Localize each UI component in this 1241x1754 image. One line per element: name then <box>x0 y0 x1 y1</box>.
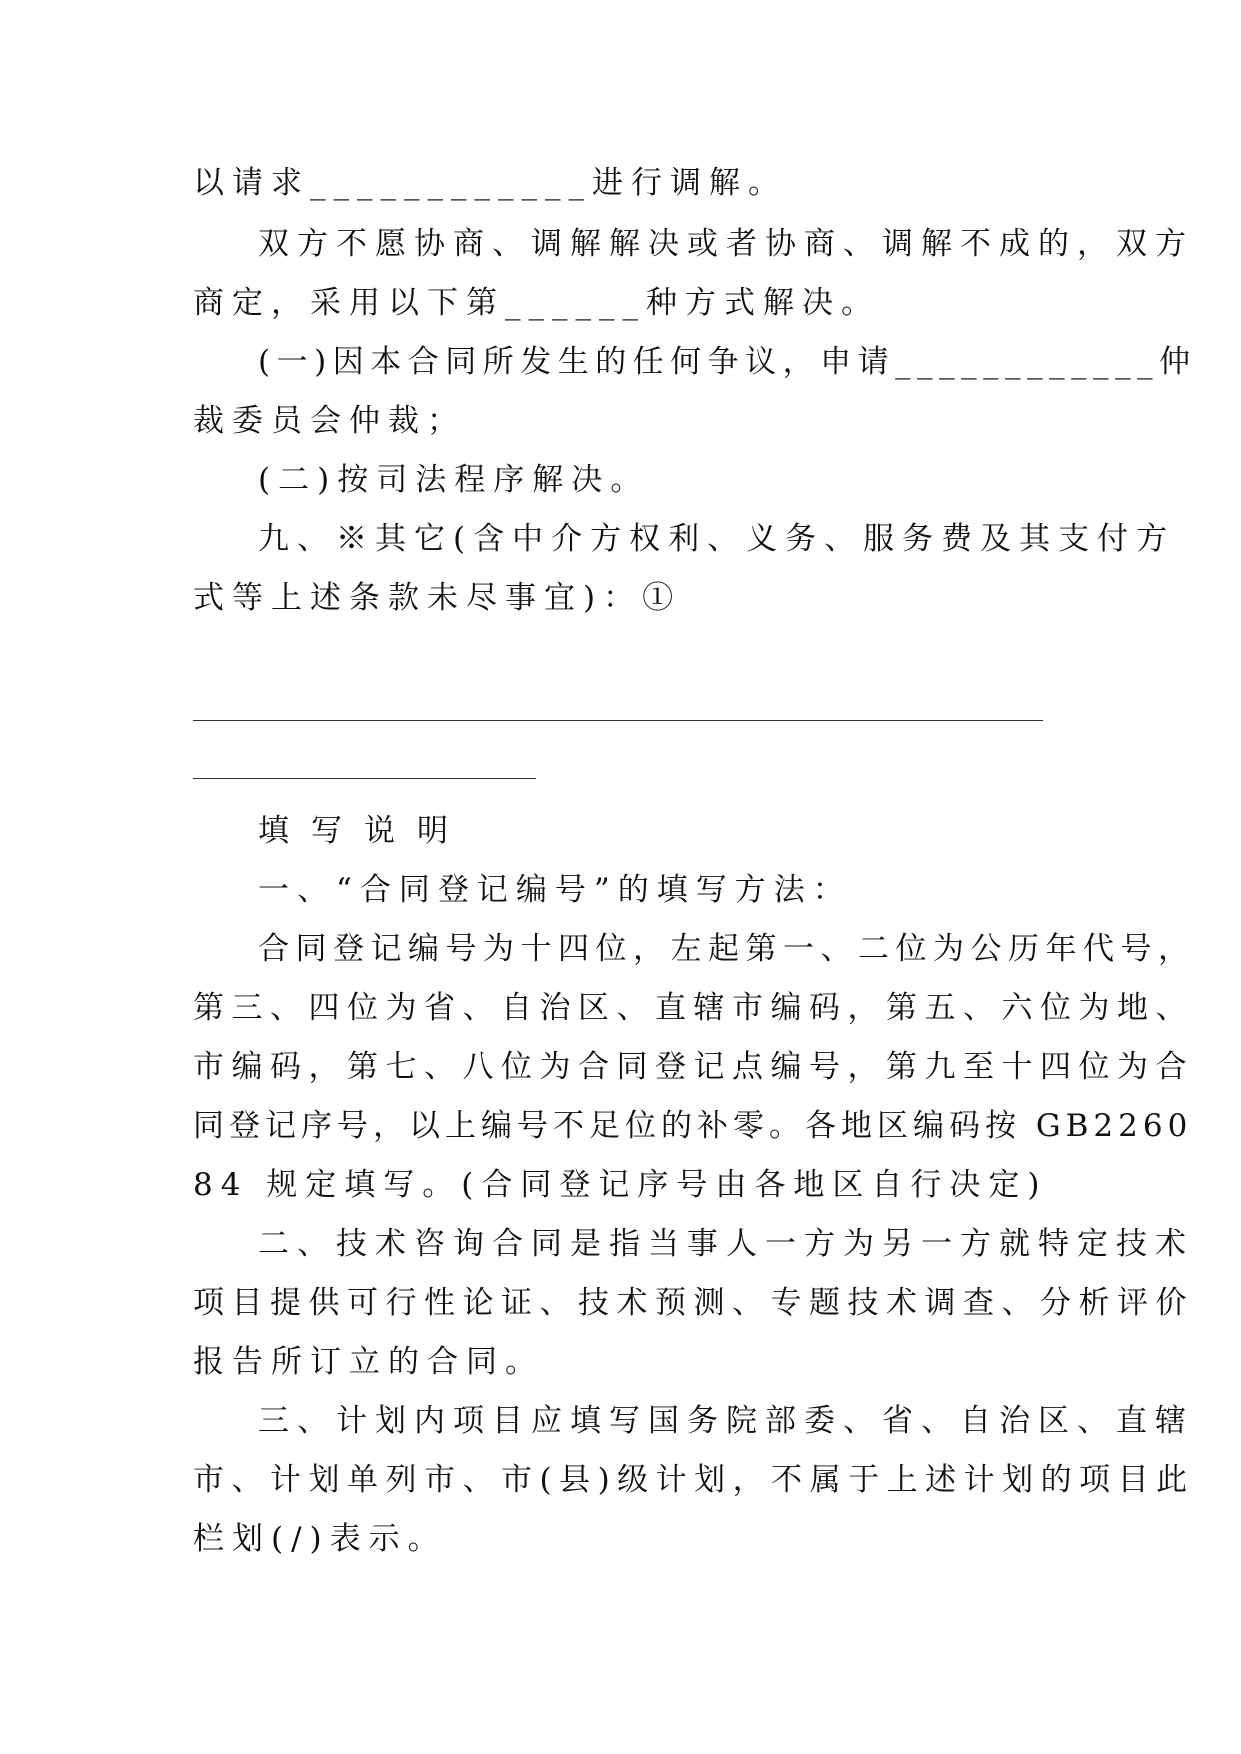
instruction-text-line: 同登记序号，以上编号不足位的补零。各地区编码按 GB2260 <box>193 1108 1193 1144</box>
clause-text-line: 九、※其它(含中介方权利、义务、服务费及其支付方 <box>258 521 1176 557</box>
instruction-text-line: 市编码，第七、八位为合同登记点编号，第九至十四位为合 <box>193 1049 1194 1085</box>
instruction-text-line: 栏划(/)表示。 <box>193 1521 447 1557</box>
instruction-text-line: 第三、四位为省、自治区、直辖市编码，第五、六位为地、 <box>193 990 1194 1026</box>
instruction-text-line: 84 规定填写。(合同登记序号由各地区自行决定) <box>193 1167 1048 1203</box>
instruction-text-line: 二、技术咨询合同是指当事人一方为另一方就特定技术 <box>258 1226 1194 1262</box>
clause-text-line: 商定，采用以下第______种方式解决。 <box>193 285 880 321</box>
instruction-text-line: 项目提供可行性论证、技术预测、专题技术调查、分析评价 <box>193 1285 1194 1321</box>
clause-text-line: 式等上述条款未尽事宜)：① <box>193 580 682 616</box>
clause-text-line: 以请求____________进行调解。 <box>193 165 787 201</box>
section-heading: 填写说明 <box>258 813 470 849</box>
instruction-text-line: 一、“合同登记编号”的填写方法： <box>258 872 852 908</box>
instruction-text-line: 报告所订立的合同。 <box>193 1344 544 1380</box>
instruction-text-line: 三、计划内项目应填写国务院部委、省、自治区、直辖 <box>258 1403 1194 1439</box>
instruction-text-line: 市、计划单列市、市(县)级计划，不属于上述计划的项目此 <box>193 1462 1195 1498</box>
clause-text-line: (二)按司法程序解决。 <box>258 462 650 498</box>
instruction-text-line: 合同登记编号为十四位，左起第一、二位为公历年代号， <box>258 931 1196 967</box>
fill-in-blank-line <box>193 778 536 779</box>
fill-in-blank-line <box>193 720 1043 721</box>
clause-text-line: 裁委员会仲裁； <box>193 403 466 439</box>
clause-text-line: 双方不愿协商、调解解决或者协商、调解不成的，双方 <box>258 226 1194 262</box>
clause-text-line: (一)因本合同所发生的任何争议，申请____________仲 <box>258 344 1197 380</box>
